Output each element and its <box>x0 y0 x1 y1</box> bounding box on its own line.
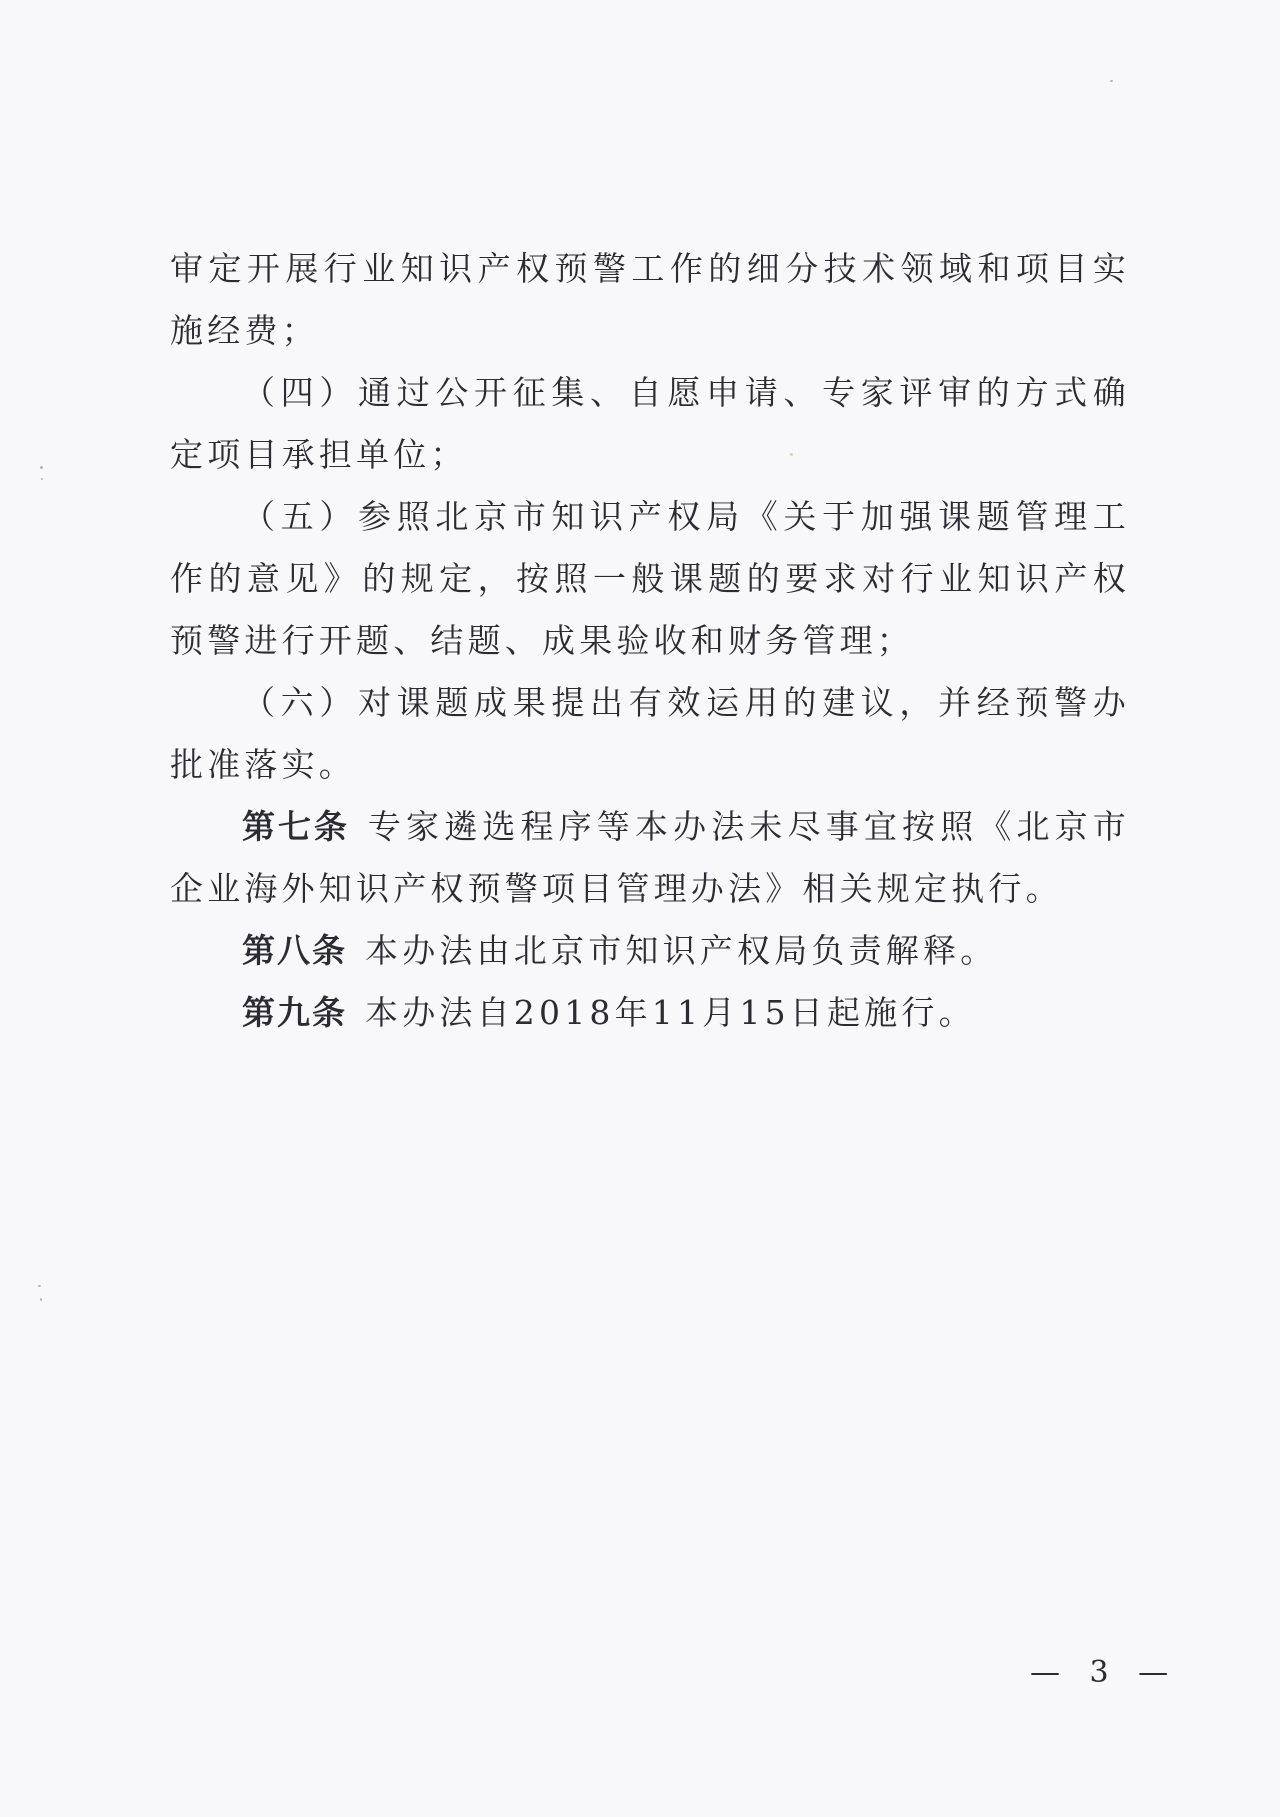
scan-speck <box>40 466 43 469</box>
scan-speck <box>40 1298 42 1301</box>
paragraph-item-6: （六）对课题成果提出有效运用的建议，并经预警办批准落实。 <box>170 683 1130 784</box>
document-body <box>170 238 1130 1044</box>
paragraph-item-4: （四）通过公开征集、自愿申请、专家评审的方式确定项目承担单位； <box>170 373 1130 474</box>
paragraph-continuation: 审定开展行业知识产权预警工作的细分技术领域和项目实施经费； <box>170 249 1130 350</box>
article-7-heading: 第七条 <box>242 807 350 846</box>
article-7 <box>170 796 1130 920</box>
scan-speck <box>38 1285 41 1287</box>
article-9-text: 本办法自2018年11月15日起施行。 <box>365 993 976 1032</box>
paragraph-item-5: （五）参照北京市知识产权局《关于加强课题管理工作的意见》的规定，按照一般课题的要求对行业知识产权预警进行开题、结题、成果验收和财务管理； <box>170 497 1130 660</box>
scan-speck <box>790 453 793 456</box>
article-8-heading: 第八条 <box>242 931 347 970</box>
page-number: — 3 — <box>1030 1655 1179 1690</box>
scan-speck <box>1110 80 1113 82</box>
article-8-text: 本办法由北京市知识产权局负责解释。 <box>365 931 998 970</box>
scan-speck <box>41 478 43 480</box>
article-8 <box>170 920 1130 982</box>
article-9-heading: 第九条 <box>242 993 347 1032</box>
article-7-text: 专家遴选程序等本办法未尽事宜按照《北京市企业海外知识产权预警项目管理办法》相关规定执行。 <box>170 807 1131 908</box>
article-9 <box>170 982 1130 1044</box>
